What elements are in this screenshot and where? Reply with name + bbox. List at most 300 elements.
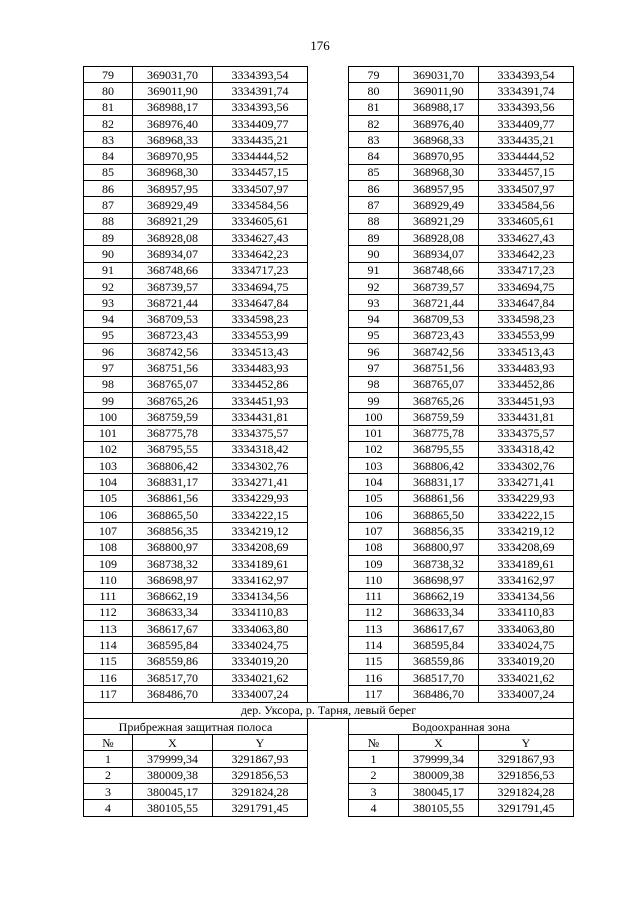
cell-y: 3291824,28	[213, 784, 308, 800]
cell-y: 3334229,93	[479, 490, 574, 506]
cell-n: 2	[349, 767, 399, 783]
cell-y: 3334431,81	[213, 409, 308, 425]
cell-x: 368831,17	[133, 474, 213, 490]
cell-n: 88	[349, 213, 399, 229]
cell-y: 3334642,23	[479, 246, 574, 262]
cell-y: 3334134,56	[213, 588, 308, 604]
table-row	[84, 572, 574, 588]
cell-y: 3291856,53	[479, 767, 574, 783]
cell-y: 3334110,83	[479, 604, 574, 620]
cell-n: 102	[349, 441, 399, 457]
cell-x: 368709,53	[133, 311, 213, 327]
cell-y: 3334694,75	[479, 278, 574, 294]
table-row	[84, 181, 574, 197]
cell-x: 380105,55	[133, 800, 213, 816]
table-row	[84, 344, 574, 360]
cell-n: 105	[349, 490, 399, 506]
cell-n: 79	[349, 67, 399, 83]
cell-x: 380009,38	[133, 767, 213, 783]
cell-x: 368970,95	[399, 148, 479, 164]
cell-x: 368856,35	[133, 523, 213, 539]
cell-n: 111	[84, 588, 133, 604]
cell-y: 3334483,93	[479, 360, 574, 376]
cell-y: 3334189,61	[213, 555, 308, 571]
table-row	[84, 360, 574, 376]
cell-y: 3334444,52	[479, 148, 574, 164]
cell-y: 3334717,23	[213, 262, 308, 278]
cell-x: 368775,78	[133, 425, 213, 441]
cell-y: 3334598,23	[479, 311, 574, 327]
cell-n: 95	[84, 327, 133, 343]
cell-n: 89	[349, 229, 399, 245]
cell-x: 368742,56	[133, 344, 213, 360]
cell-x: 368929,49	[399, 197, 479, 213]
cell-y: 3334431,81	[479, 409, 574, 425]
cell-y: 3334391,74	[479, 83, 574, 99]
table-row	[84, 523, 574, 539]
cell-x: 368861,56	[399, 490, 479, 506]
cell-y: 3334208,69	[479, 539, 574, 555]
table-row	[84, 621, 574, 637]
cell-n: 81	[84, 99, 133, 115]
table-row	[84, 686, 574, 702]
cell-n: 81	[349, 99, 399, 115]
cell-y: 3334451,93	[213, 392, 308, 408]
table-row	[84, 604, 574, 620]
cell-x: 368739,57	[399, 278, 479, 294]
cell-x: 368968,33	[399, 132, 479, 148]
cell-n: 105	[84, 490, 133, 506]
cell-y: 3334717,23	[479, 262, 574, 278]
cell-y: 3334219,12	[213, 523, 308, 539]
cell-y: 3334019,20	[213, 653, 308, 669]
cell-y: 3334063,80	[213, 621, 308, 637]
cell-y: 3334435,21	[213, 132, 308, 148]
cell-y: 3334222,15	[213, 507, 308, 523]
cell-y: 3334271,41	[479, 474, 574, 490]
cell-n: 115	[349, 653, 399, 669]
cell-y: 3334302,76	[479, 458, 574, 474]
table-row	[84, 751, 574, 767]
cell-x: 368517,70	[133, 669, 213, 685]
cell-x: 368751,56	[133, 360, 213, 376]
cell-y: 3334021,62	[479, 669, 574, 685]
cell-x: 379999,34	[133, 751, 213, 767]
cell-n: 100	[349, 409, 399, 425]
cell-n: 104	[349, 474, 399, 490]
cell-n: 98	[349, 376, 399, 392]
cell-n: 95	[349, 327, 399, 343]
cell-y: 3334222,15	[479, 507, 574, 523]
cell-x: 368709,53	[399, 311, 479, 327]
cell-n: 97	[349, 360, 399, 376]
cell-x: 379999,34	[399, 751, 479, 767]
cell-y: 3334457,15	[479, 164, 574, 180]
cell-x: 368751,56	[399, 360, 479, 376]
cell-y: 3334024,75	[479, 637, 574, 653]
cell-x: 368806,42	[133, 458, 213, 474]
cell-x: 368856,35	[399, 523, 479, 539]
left-subheader: Прибрежная защитная полоса	[84, 718, 308, 734]
cell-n: 86	[349, 181, 399, 197]
column-header-row	[84, 735, 574, 751]
cell-y: 3334162,97	[479, 572, 574, 588]
cell-n: 79	[84, 67, 133, 83]
cell-n: 97	[84, 360, 133, 376]
cell-n: 91	[349, 262, 399, 278]
cell-y: 3334452,86	[479, 376, 574, 392]
col-num-header: №	[84, 735, 133, 751]
table-row	[84, 132, 574, 148]
cell-n: 96	[84, 344, 133, 360]
table-row	[84, 278, 574, 294]
cell-y: 3334007,24	[479, 686, 574, 702]
cell-x: 368988,17	[133, 99, 213, 115]
table-row	[84, 588, 574, 604]
cell-x: 368976,40	[399, 115, 479, 131]
section-block	[84, 702, 574, 751]
cell-y: 3291867,93	[479, 751, 574, 767]
cell-x: 368595,84	[133, 637, 213, 653]
cell-n: 3	[349, 784, 399, 800]
cell-x: 368748,66	[133, 262, 213, 278]
cell-y: 3334452,86	[213, 376, 308, 392]
cell-x: 368865,50	[399, 507, 479, 523]
cell-n: 113	[84, 621, 133, 637]
cell-n: 106	[349, 507, 399, 523]
cell-n: 103	[349, 458, 399, 474]
table-row	[84, 67, 574, 83]
cell-y: 3291791,45	[213, 800, 308, 816]
cell-x: 369031,70	[399, 67, 479, 83]
cell-y: 3334409,77	[213, 115, 308, 131]
cell-x: 368921,29	[133, 213, 213, 229]
cell-x: 368559,86	[133, 653, 213, 669]
cell-n: 94	[349, 311, 399, 327]
cell-n: 89	[84, 229, 133, 245]
cell-x: 368934,07	[399, 246, 479, 262]
cell-x: 368662,19	[399, 588, 479, 604]
cell-y: 3334393,56	[213, 99, 308, 115]
cell-x: 368831,17	[399, 474, 479, 490]
cell-y: 3334694,75	[213, 278, 308, 294]
cell-n: 90	[84, 246, 133, 262]
cell-n: 1	[349, 751, 399, 767]
cell-n: 80	[349, 83, 399, 99]
cell-n: 112	[84, 604, 133, 620]
lower-rows	[84, 751, 574, 816]
cell-y: 3291824,28	[479, 784, 574, 800]
cell-x: 368486,70	[399, 686, 479, 702]
cell-n: 83	[349, 132, 399, 148]
table-row	[84, 392, 574, 408]
cell-x: 369031,70	[133, 67, 213, 83]
cell-x: 368559,86	[399, 653, 479, 669]
cell-x: 368723,43	[399, 327, 479, 343]
cell-x: 368765,26	[133, 392, 213, 408]
cell-n: 114	[84, 637, 133, 653]
cell-x: 368738,32	[133, 555, 213, 571]
cell-n: 102	[84, 441, 133, 457]
cell-n: 112	[349, 604, 399, 620]
cell-y: 3334507,97	[479, 181, 574, 197]
table-row	[84, 197, 574, 213]
cell-n: 108	[84, 539, 133, 555]
cell-n: 82	[349, 115, 399, 131]
table-row	[84, 555, 574, 571]
cell-x: 368721,44	[133, 295, 213, 311]
cell-n: 88	[84, 213, 133, 229]
cell-x: 368929,49	[133, 197, 213, 213]
cell-x: 368865,50	[133, 507, 213, 523]
table-row	[84, 376, 574, 392]
right-subheader: Водоохранная зона	[349, 718, 574, 734]
cell-x: 368970,95	[133, 148, 213, 164]
cell-y: 3334021,62	[213, 669, 308, 685]
cell-x: 368775,78	[399, 425, 479, 441]
cell-y: 3291867,93	[213, 751, 308, 767]
table-row	[84, 246, 574, 262]
table-row	[84, 474, 574, 490]
cell-x: 368738,32	[399, 555, 479, 571]
table-row	[84, 115, 574, 131]
cell-y: 3334302,76	[213, 458, 308, 474]
table-row	[84, 653, 574, 669]
cell-y: 3334444,52	[213, 148, 308, 164]
cell-y: 3334229,93	[213, 490, 308, 506]
cell-y: 3334553,99	[213, 327, 308, 343]
cell-x: 368633,34	[399, 604, 479, 620]
cell-n: 114	[349, 637, 399, 653]
cell-n: 87	[349, 197, 399, 213]
cell-y: 3334647,84	[479, 295, 574, 311]
cell-y: 3334007,24	[213, 686, 308, 702]
cell-y: 3334393,56	[479, 99, 574, 115]
cell-n: 4	[349, 800, 399, 816]
cell-n: 94	[84, 311, 133, 327]
cell-y: 3334642,23	[213, 246, 308, 262]
cell-y: 3334391,74	[213, 83, 308, 99]
table-row	[84, 262, 574, 278]
cell-n: 4	[84, 800, 133, 816]
cell-x: 368748,66	[399, 262, 479, 278]
cell-n: 99	[349, 392, 399, 408]
table-row	[84, 148, 574, 164]
cell-x: 368633,34	[133, 604, 213, 620]
cell-x: 368968,30	[399, 164, 479, 180]
cell-n: 116	[349, 669, 399, 685]
cell-y: 3334513,43	[479, 344, 574, 360]
cell-y: 3334507,97	[213, 181, 308, 197]
table-row	[84, 539, 574, 555]
cell-n: 117	[349, 686, 399, 702]
cell-x: 369011,90	[399, 83, 479, 99]
cell-y: 3334375,57	[479, 425, 574, 441]
table-row	[84, 213, 574, 229]
table-row	[84, 409, 574, 425]
cell-n: 80	[84, 83, 133, 99]
cell-n: 82	[84, 115, 133, 131]
table-row	[84, 425, 574, 441]
cell-x: 368921,29	[399, 213, 479, 229]
cell-n: 117	[84, 686, 133, 702]
cell-y: 3334375,57	[213, 425, 308, 441]
cell-n: 104	[84, 474, 133, 490]
col-num-header: №	[349, 735, 399, 751]
cell-n: 84	[84, 148, 133, 164]
cell-n: 108	[349, 539, 399, 555]
cell-x: 380009,38	[399, 767, 479, 783]
cell-n: 107	[84, 523, 133, 539]
table-row	[84, 800, 574, 816]
cell-y: 3334435,21	[479, 132, 574, 148]
cell-n: 93	[84, 295, 133, 311]
cell-n: 111	[349, 588, 399, 604]
cell-x: 368765,07	[399, 376, 479, 392]
cell-x: 368800,97	[399, 539, 479, 555]
cell-n: 98	[84, 376, 133, 392]
table-row	[84, 295, 574, 311]
cell-y: 3334553,99	[479, 327, 574, 343]
cell-x: 368928,08	[399, 229, 479, 245]
table-row	[84, 784, 574, 800]
cell-y: 3291856,53	[213, 767, 308, 783]
section-title: дер. Уксора, р. Тарня, левый берег	[84, 702, 574, 718]
cell-y: 3334393,54	[213, 67, 308, 83]
cell-x: 368861,56	[133, 490, 213, 506]
cell-x: 368795,55	[133, 441, 213, 457]
cell-y: 3334627,43	[213, 229, 308, 245]
cell-n: 109	[349, 555, 399, 571]
cell-n: 93	[349, 295, 399, 311]
table-row	[84, 490, 574, 506]
cell-y: 3334584,56	[213, 197, 308, 213]
cell-n: 107	[349, 523, 399, 539]
cell-y: 3334598,23	[213, 311, 308, 327]
table-row	[84, 311, 574, 327]
table-row	[84, 229, 574, 245]
cell-n: 100	[84, 409, 133, 425]
cell-x: 368928,08	[133, 229, 213, 245]
cell-x: 368988,17	[399, 99, 479, 115]
cell-x: 368662,19	[133, 588, 213, 604]
cell-x: 368968,33	[133, 132, 213, 148]
cell-y: 3334627,43	[479, 229, 574, 245]
cell-x: 368595,84	[399, 637, 479, 653]
table-row	[84, 164, 574, 180]
table-row	[84, 767, 574, 783]
cell-x: 368968,30	[133, 164, 213, 180]
cell-n: 103	[84, 458, 133, 474]
cell-y: 3334318,42	[213, 441, 308, 457]
table-row	[84, 327, 574, 343]
cell-y: 3334208,69	[213, 539, 308, 555]
cell-y: 3334584,56	[479, 197, 574, 213]
cell-y: 3334647,84	[213, 295, 308, 311]
cell-n: 92	[349, 278, 399, 294]
cell-n: 101	[349, 425, 399, 441]
cell-y: 3334110,83	[213, 604, 308, 620]
cell-n: 110	[349, 572, 399, 588]
cell-y: 3334409,77	[479, 115, 574, 131]
cell-y: 3334219,12	[479, 523, 574, 539]
cell-n: 109	[84, 555, 133, 571]
cell-y: 3334189,61	[479, 555, 574, 571]
cell-n: 3	[84, 784, 133, 800]
cell-x: 368795,55	[399, 441, 479, 457]
upper-rows	[84, 67, 574, 703]
cell-x: 368617,67	[399, 621, 479, 637]
cell-x: 368742,56	[399, 344, 479, 360]
cell-x: 368617,67	[133, 621, 213, 637]
col-x-header: X	[399, 735, 479, 751]
cell-n: 96	[349, 344, 399, 360]
cell-n: 87	[84, 197, 133, 213]
cell-y: 3334024,75	[213, 637, 308, 653]
cell-y: 3334451,93	[479, 392, 574, 408]
cell-y: 3334134,56	[479, 588, 574, 604]
table-row	[84, 441, 574, 457]
cell-x: 368976,40	[133, 115, 213, 131]
cell-y: 3334457,15	[213, 164, 308, 180]
cell-y: 3334063,80	[479, 621, 574, 637]
cell-x: 368698,97	[399, 572, 479, 588]
cell-x: 368934,07	[133, 246, 213, 262]
cell-x: 368723,43	[133, 327, 213, 343]
cell-n: 115	[84, 653, 133, 669]
cell-n: 85	[349, 164, 399, 180]
table-row	[84, 637, 574, 653]
cell-y: 3334483,93	[213, 360, 308, 376]
table-row	[84, 507, 574, 523]
cell-x: 368698,97	[133, 572, 213, 588]
cell-y: 3334271,41	[213, 474, 308, 490]
cell-y: 3334513,43	[213, 344, 308, 360]
cell-n: 99	[84, 392, 133, 408]
cell-n: 86	[84, 181, 133, 197]
cell-n: 116	[84, 669, 133, 685]
cell-y: 3291791,45	[479, 800, 574, 816]
cell-y: 3334318,42	[479, 441, 574, 457]
cell-x: 369011,90	[133, 83, 213, 99]
cell-x: 368800,97	[133, 539, 213, 555]
cell-x: 380045,17	[133, 784, 213, 800]
cell-y: 3334162,97	[213, 572, 308, 588]
cell-n: 92	[84, 278, 133, 294]
cell-x: 368486,70	[133, 686, 213, 702]
cell-x: 368806,42	[399, 458, 479, 474]
cell-n: 2	[84, 767, 133, 783]
cell-x: 368759,59	[133, 409, 213, 425]
cell-x: 380105,55	[399, 800, 479, 816]
cell-n: 110	[84, 572, 133, 588]
cell-n: 101	[84, 425, 133, 441]
table-row	[84, 99, 574, 115]
cell-n: 83	[84, 132, 133, 148]
cell-x: 380045,17	[399, 784, 479, 800]
col-y-header: Y	[479, 735, 574, 751]
cell-x: 368957,95	[399, 181, 479, 197]
page-number: 176	[310, 38, 330, 53]
cell-n: 106	[84, 507, 133, 523]
cell-y: 3334019,20	[479, 653, 574, 669]
table-row	[84, 458, 574, 474]
coordinates-table	[83, 66, 574, 817]
col-y-header: Y	[213, 735, 308, 751]
cell-n: 113	[349, 621, 399, 637]
cell-x: 368759,59	[399, 409, 479, 425]
table-row	[84, 83, 574, 99]
